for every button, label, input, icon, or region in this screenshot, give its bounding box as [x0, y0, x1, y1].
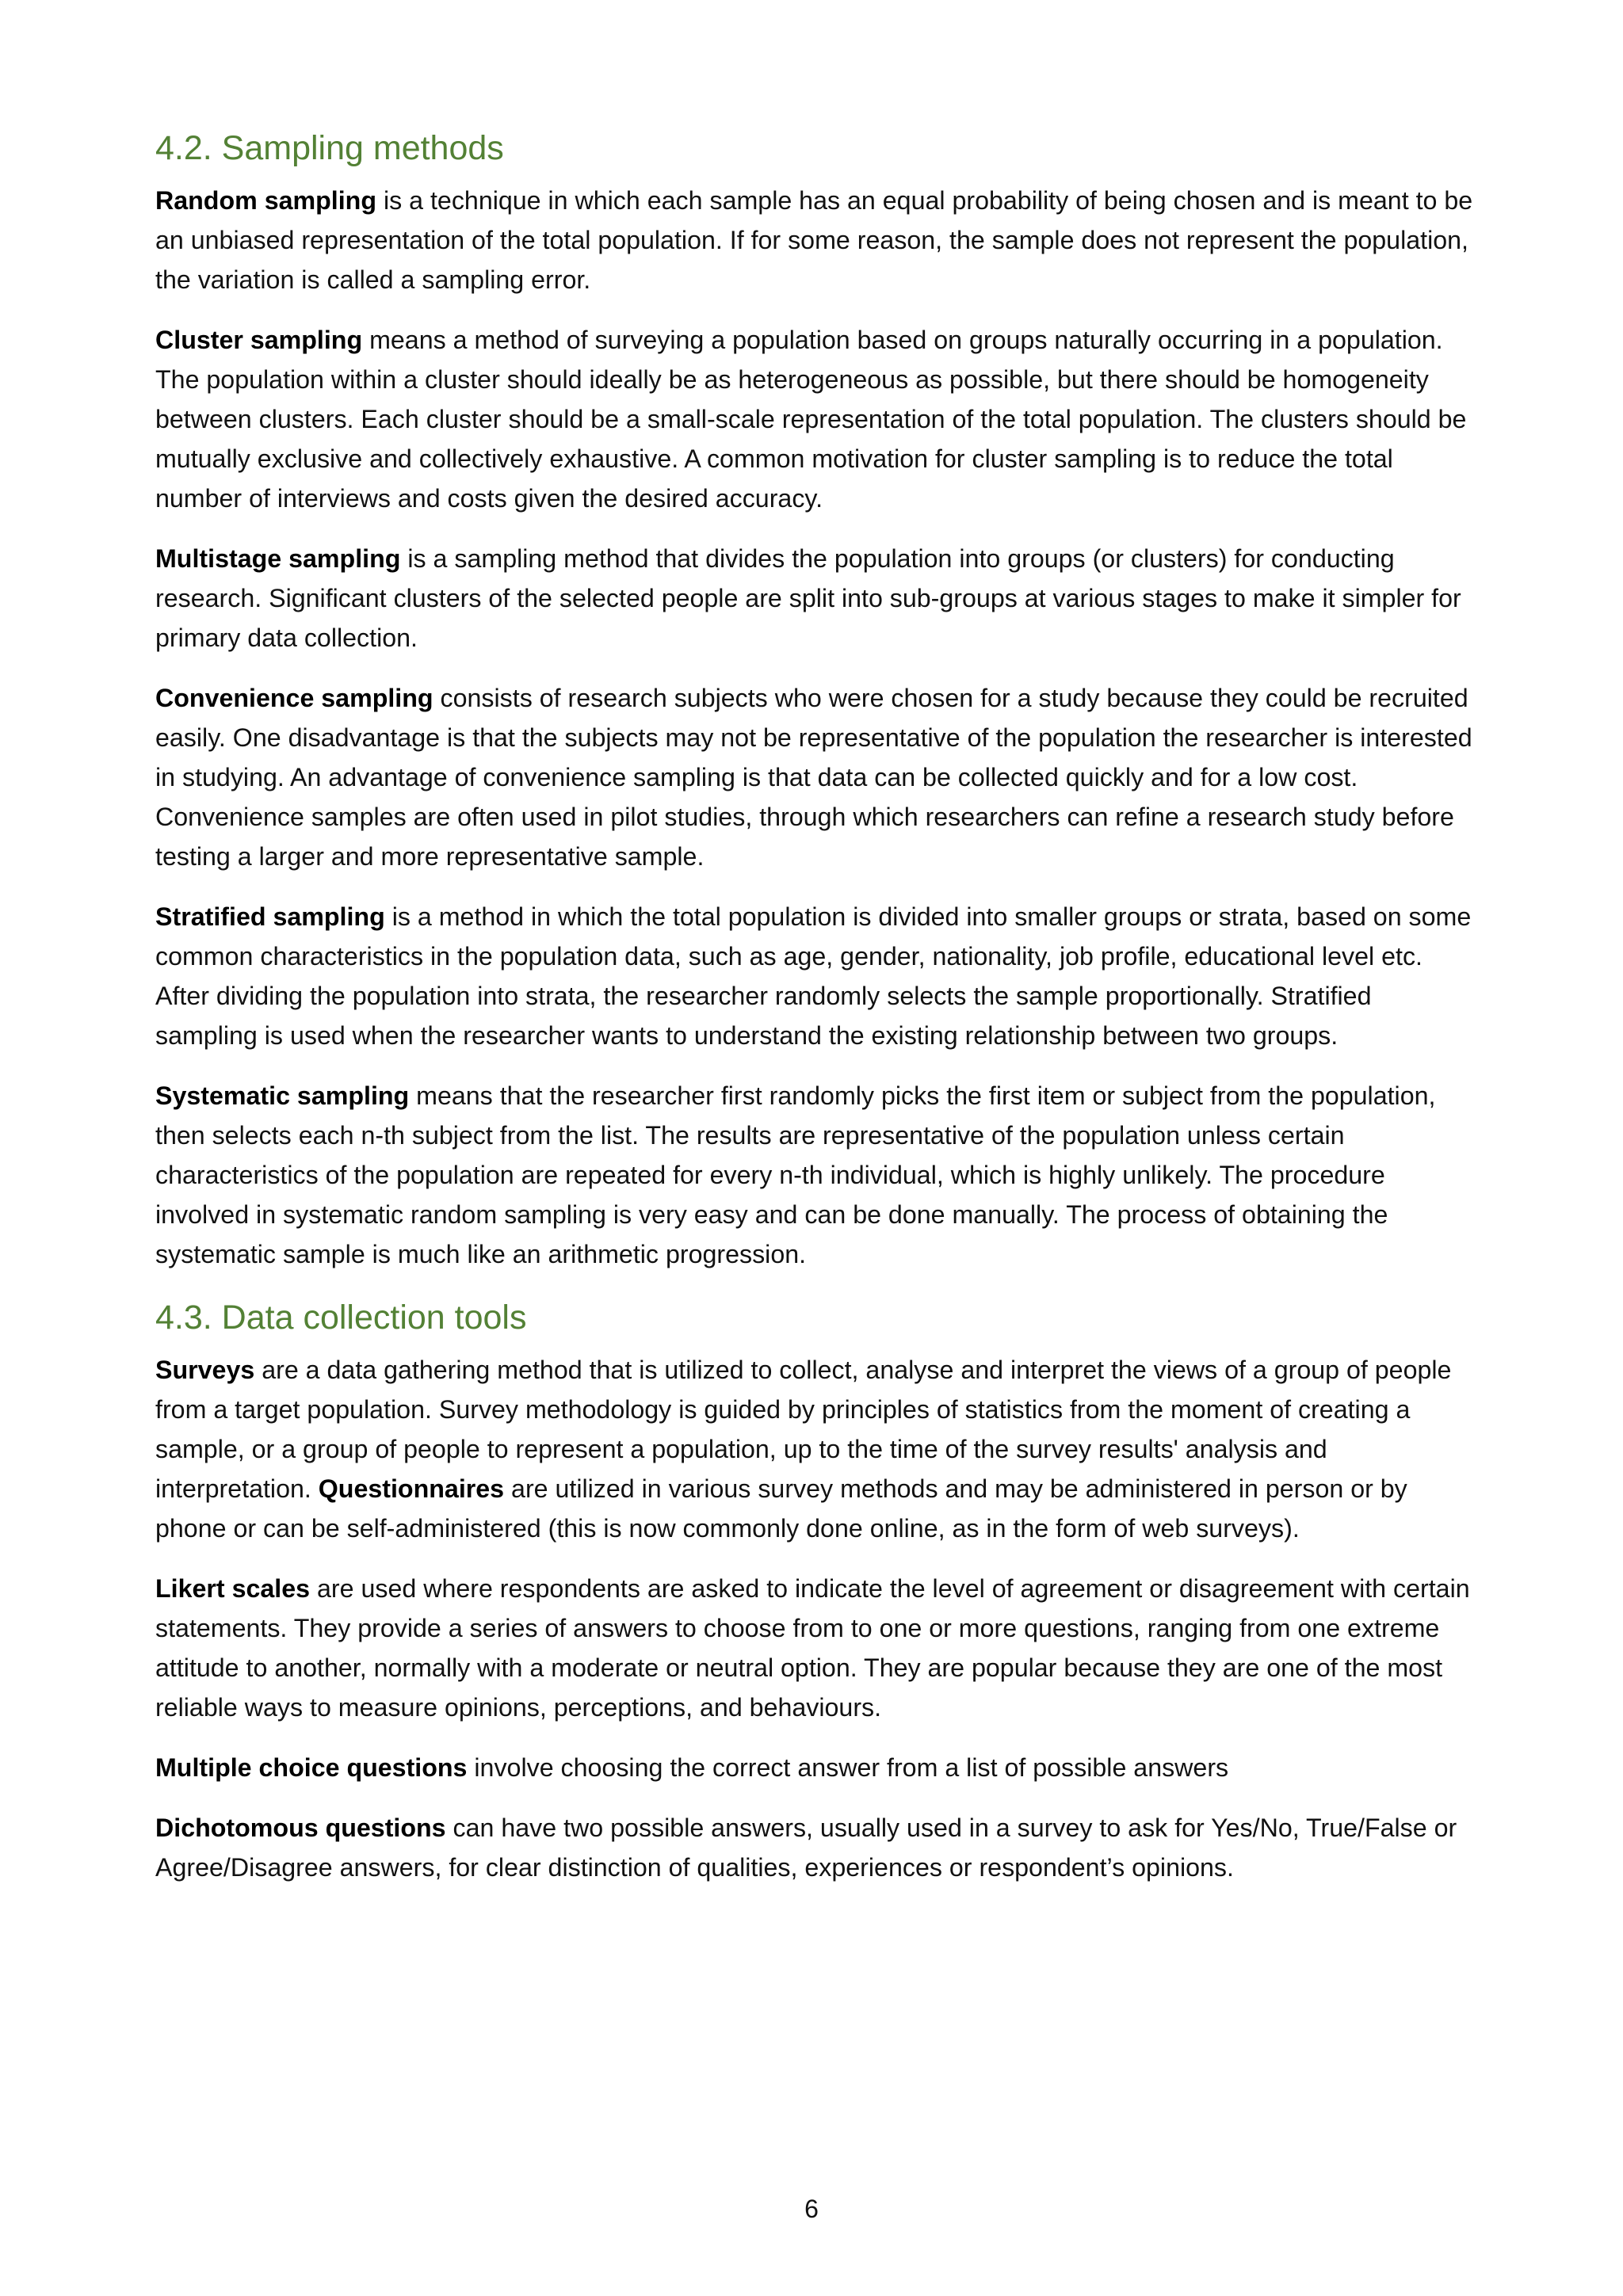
paragraph-dichotomous-questions: [155, 1808, 1480, 1887]
paragraph-random-sampling: [155, 181, 1480, 299]
term-random-sampling: Random sampling: [155, 186, 376, 215]
paragraph-multistage-sampling: [155, 539, 1480, 658]
section-sampling-methods: [155, 125, 1480, 1274]
section-heading: 4.3. Data collection tools: [155, 1299, 527, 1337]
term-stratified-sampling: Stratified sampling: [155, 902, 385, 931]
paragraph-convenience-sampling: [155, 678, 1480, 876]
paragraph-text: are used where respondents are asked to indicate the level of agreement or disagreement with certain statements. They provide a series of answers to choose from to one or more questions, ranging from one extreme attitude to another, normally with a moderate or neutral option. They are popular because they are one of the most reliable ways to measure opinions, perceptions, and behaviours.: [155, 1574, 1470, 1722]
term-questionnaires: Questionnaires: [318, 1474, 505, 1503]
term-convenience-sampling: Convenience sampling: [155, 684, 433, 712]
paragraph-text: means a method of surveying a population based on groups naturally occurring in a population. The population within a cluster should ideally be as heterogeneous as possible, but there should be homogeneity between clusters. Each cluster should be a small-scale representation of the total population. The clusters should be mutually exclusive and collectively exhaustive. A common motivation for cluster sampling is to reduce the total number of interviews and costs given the desired accuracy.: [155, 326, 1467, 513]
term-multiple-choice-questions: Multiple choice questions: [155, 1753, 468, 1782]
paragraph-multiple-choice-questions: [155, 1748, 1480, 1787]
paragraph-stratified-sampling: [155, 897, 1480, 1055]
paragraph-text: consists of research subjects who were chosen for a study because they could be recruited easily. One disadvantage is that the subjects may not be representative of the population the researcher is interested in studying. An advantage of convenience sampling is that data can be collected quickly and for a low cost. Convenience samples are often used in pilot studies, through which researchers can refine a research study before testing a larger and more representative sample.: [155, 684, 1472, 871]
term-multistage-sampling: Multistage sampling: [155, 544, 401, 573]
page-content: [155, 125, 1480, 1908]
term-dichotomous-questions: Dichotomous questions: [155, 1814, 446, 1842]
term-cluster-sampling: Cluster sampling: [155, 326, 363, 354]
paragraph-systematic-sampling: [155, 1076, 1480, 1274]
paragraph-text: is a method in which the total population is divided into smaller groups or strata, based on some common characteristics in the population data, such as age, gender, nationality, job profile, educational level etc. After dividing the population into strata, the researcher randomly selects the sample proportionally. Stratified sampling is used when the researcher wants to understand the existing relationship between two groups.: [155, 902, 1472, 1050]
paragraph-text: are utilized in various survey methods and may be administered in person or by phone or can be self-administered (this is now commonly done online, as in the form of web surveys).: [155, 1474, 1407, 1543]
paragraph-text: is a technique in which each sample has an equal probability of being chosen and is meant to be an unbiased representation of the total population. If for some reason, the sample does not represent the population, the variation is called a sampling error.: [155, 186, 1473, 294]
term-likert-scales: Likert scales: [155, 1574, 311, 1603]
term-surveys: Surveys: [155, 1356, 255, 1384]
paragraph-cluster-sampling: [155, 320, 1480, 518]
paragraph-text: is a sampling method that divides the population into groups (or clusters) for conducting research. Significant clusters of the selected people are split into sub-groups at various stages to make it simpler for primary data collection.: [155, 544, 1461, 652]
paragraph-text: involve choosing the correct answer from a list of possible answers: [467, 1753, 1229, 1782]
page-number: 6: [804, 2195, 819, 2223]
term-systematic-sampling: Systematic sampling: [155, 1081, 410, 1110]
paragraph-text: are a data gathering method that is utilized to collect, analyse and interpret the views of a group of people from a target population. Survey methodology is guided by principles of statistics from the moment of creating a sample, or a group of people to represent a population, up to the time of the survey results' analysis and interpretation.: [155, 1356, 1452, 1503]
paragraph-surveys: [155, 1350, 1480, 1548]
section-heading: 4.2. Sampling methods: [155, 129, 504, 167]
paragraph-likert-scales: [155, 1569, 1480, 1727]
paragraph-text: means that the researcher first randomly picks the first item or subject from the population, then selects each n-th subject from the list. The results are representative of the population unless certain characteristics of the population are repeated for every n-th individual, which is highly unlikely. The procedure involved in systematic random sampling is very easy and can be done manually. The process of obtaining the systematic sample is much like an arithmetic progression.: [155, 1081, 1436, 1268]
paragraph-text: can have two possible answers, usually used in a survey to ask for Yes/No, True/False or Agree/Disagree answers, for clear distinction of qualities, experiences or respondent’s opinions.: [155, 1814, 1457, 1882]
section-data-collection-tools: [155, 1295, 1480, 1887]
